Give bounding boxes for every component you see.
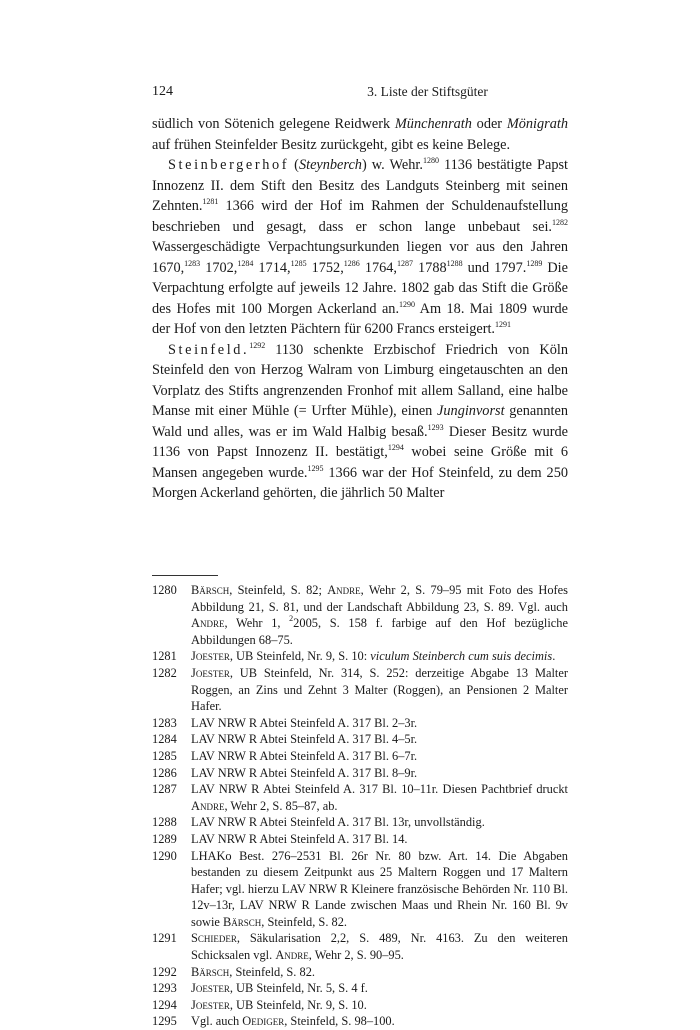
- text: Wassergeschädigte Verpachtungsurkunden liegen vor aus den Jahren 1670,: [152, 239, 568, 276]
- text: 1764,: [359, 259, 397, 276]
- footnote-text: LAV NRW R Abtei Steinfeld A. 317 Bl. 13r, unvollständig.: [191, 815, 485, 830]
- footnote-1294: [152, 997, 568, 1014]
- text: , UB Steinfeld, Nr. 9, S. 10.: [229, 997, 367, 1012]
- main-text: [152, 114, 568, 504]
- footnote-ref[interactable]: 1293: [427, 422, 444, 432]
- place-name: Münchenrath: [394, 116, 472, 132]
- footnote-number: 1294: [152, 997, 177, 1012]
- author-name: Andre: [191, 616, 225, 631]
- author-name: Joester: [191, 981, 230, 996]
- text: Am 18. Mai 1809 wurde der Hof von den letzten Pächtern für 6200 Francs ersteigert.: [152, 300, 568, 337]
- footnote-text: LAV NRW R Abtei Steinfeld A. 317 Bl. 2–3r.: [191, 715, 418, 730]
- place-name: Mönigrath: [506, 116, 568, 132]
- text: 1752,: [306, 259, 344, 276]
- footnote-number: 1285: [152, 748, 177, 763]
- footnote-ref[interactable]: 1294: [387, 443, 404, 452]
- text: , Wehr 2, S. 79–95 mit Foto des Hofes Abbildung 21, S. 81, und der Landschaft Abbildung 23, S. 89. Vgl. auch: [191, 583, 568, 614]
- edition-superscript: 2: [289, 614, 294, 624]
- footnote-text: [191, 781, 568, 814]
- footnote-1292: [152, 964, 568, 981]
- footnote-ref[interactable]: 1286: [343, 258, 360, 268]
- footnote-1295: [152, 1013, 568, 1030]
- footnote-text: LAV NRW R Abtei Steinfeld A. 317 Bl. 14.: [191, 831, 408, 846]
- text: 1130 schenkte Erzbischof Friedrich von Köln Steinfeld den von Herzog Walram von Limburg eingetauschten an den Vorplatz des Stifts angrenzenden Fronhof mit allem Salland, eine halbe Manse mit einer Mühle (= Urfter Mühle), einen: [152, 341, 568, 419]
- footnote-1282: [152, 665, 568, 715]
- text: , UB Steinfeld, Nr. 5, S. 4 f.: [229, 981, 368, 996]
- footnote-ref[interactable]: 1291: [495, 320, 512, 329]
- author-name: Bärsch: [223, 914, 262, 929]
- footnote-ref[interactable]: 1290: [399, 299, 416, 309]
- author-name: Andre: [275, 948, 309, 963]
- footnote-number: 1284: [152, 732, 177, 747]
- text: , Steinfeld, S. 98–100.: [284, 1014, 395, 1029]
- footnote-ref[interactable]: 1288: [446, 258, 463, 268]
- text: 1136 bestätigte Papst Innozenz II. dem Stift den Besitz des Landguts Steinberg mit seinen Zehnten.: [152, 157, 568, 214]
- text: (: [289, 157, 299, 173]
- footnote-1287: [152, 781, 568, 814]
- footnote-number: 1280: [152, 583, 177, 597]
- text: Dieser Besitz wurde 1136 von Papst Innozenz II. bestätigt,: [152, 423, 569, 460]
- footnote-1286: [152, 765, 568, 782]
- footnote-1284: [152, 731, 568, 748]
- footnote-number: 1293: [152, 981, 177, 996]
- footnote-1283: [152, 715, 568, 732]
- footnote-number: 1290: [152, 848, 177, 863]
- text: 2005, S. 158 f. farbige auf den Hof bezügliche Abbildungen 68–75.: [191, 616, 568, 647]
- footnote-text: [191, 848, 568, 931]
- footnote-number: 1292: [152, 964, 177, 979]
- author-name: Joester: [191, 665, 230, 680]
- footnote-text: LAV NRW R Abtei Steinfeld A. 317 Bl. 4–5r.: [191, 732, 418, 747]
- footnote-text: LAV NRW R Abtei Steinfeld A. 317 Bl. 8–9r.: [191, 765, 418, 780]
- entry-lemma: Steinfeld.: [168, 341, 250, 358]
- footnote-ref[interactable]: 1283: [184, 258, 201, 268]
- footnote-ref[interactable]: 1292: [249, 340, 266, 350]
- author-name: Joester: [191, 649, 230, 664]
- text: , Steinfeld, S. 82.: [261, 914, 347, 929]
- running-head: 3. Liste der Stiftsgüter: [367, 84, 488, 99]
- text: LAV NRW R Abtei Steinfeld A. 317 Bl. 10–11r. Diesen Pachtbrief druckt: [191, 782, 568, 797]
- footnote-1290: [152, 848, 568, 931]
- footnote-ref[interactable]: 1287: [396, 258, 413, 268]
- footnote-text: [191, 930, 568, 963]
- author-name: Schieder: [191, 931, 237, 946]
- footnote-number: 1291: [152, 931, 177, 946]
- footnote-1280: [152, 582, 568, 648]
- text: 1702,: [200, 259, 238, 276]
- footnote-1281: [152, 648, 568, 665]
- footnote-number: 1283: [152, 715, 177, 730]
- text: und 1797.: [462, 259, 527, 276]
- footnote-1285: [152, 748, 568, 765]
- footnote-separator: [152, 575, 218, 576]
- paragraph-steinbergerhof: [152, 155, 568, 340]
- text: , Säkularisation 2,2, S. 489, Nr. 4163. Zu den weiteren Schicksalen vgl.: [191, 931, 568, 963]
- text: 1714,: [253, 259, 291, 276]
- text: Vgl. auch: [191, 1014, 243, 1029]
- footnote-number: 1282: [152, 665, 177, 680]
- footnote-ref[interactable]: 1280: [422, 156, 439, 165]
- text: .: [552, 649, 556, 664]
- footnote-number: 1289: [152, 831, 177, 846]
- footnote-number: 1287: [152, 782, 177, 797]
- footnote-ref[interactable]: 1281: [202, 197, 219, 206]
- footnote-ref[interactable]: 1285: [290, 258, 307, 268]
- footnote-1289: [152, 831, 568, 848]
- footnote-text: [191, 1013, 568, 1030]
- text: , Wehr 1,: [224, 616, 290, 631]
- text: oder: [471, 116, 507, 132]
- footnote-ref[interactable]: 1289: [526, 258, 543, 268]
- footnote-text: [191, 964, 568, 981]
- page-number: 124: [152, 84, 173, 99]
- footnote-1288: [152, 814, 568, 831]
- footnote-1291: [152, 930, 568, 963]
- text: wobei seine Größe mit 6 Mansen angegeben wurde.: [152, 444, 568, 481]
- place-name: Steynberch: [298, 157, 362, 173]
- footnote-number: 1295: [152, 1014, 177, 1029]
- text: 1366 war der Hof Steinfeld, zu dem 250 Morgen Ackerland gehörten, die jährlich 50 Malter: [152, 464, 568, 501]
- text: , Wehr 2, S. 85–87, ab.: [224, 798, 338, 813]
- footnote-ref[interactable]: 1295: [307, 463, 324, 473]
- text: LHAKo Best. 276–2531 Bl. 26r Nr. 80 bzw. Art. 14. Die Abgaben bestanden zu diesem Zeitpunkt aus 25 Maltern Roggen und 17 Maltern Hafer; vgl. hierzu LAV NRW R Kleinere französische Behörden Nr. 110 Bl. 12v–13r, LAV NRW R Lande zwischen Maas und Rhein Nr. 160 Bl. 9v sowie: [191, 848, 568, 929]
- quotation: viculum Steinberch cum suis decimis: [370, 649, 553, 664]
- paragraph-muenchenrath: [152, 114, 568, 155]
- entry-lemma: Steinbergerhof: [168, 157, 290, 173]
- footnotes: [152, 582, 568, 1030]
- text: , UB Steinfeld, Nr. 314, S. 252: derzeitige Abgabe 13 Malter Roggen, an Zins und Zehnt 3 Malter (Roggen), an Pensionen 2 Malter Hafer.: [191, 665, 568, 714]
- footnote-text: [191, 665, 568, 715]
- author-name: Bärsch: [191, 583, 230, 597]
- footnote-1293: [152, 980, 568, 997]
- author-name: Andre: [191, 798, 225, 813]
- footnote-ref[interactable]: 1284: [237, 258, 254, 268]
- text: genannten Wald und alles, was er im Wald Halbig besaß.: [152, 403, 569, 440]
- author-name: Bärsch: [191, 964, 230, 979]
- author-name: Joester: [191, 997, 230, 1012]
- paragraph-steinfeld: [152, 340, 568, 504]
- text: , Steinfeld, S. 82;: [229, 583, 328, 597]
- text: ) w. Wehr.: [361, 157, 423, 173]
- footnote-text: [191, 980, 568, 997]
- author-name: Andre: [327, 583, 361, 597]
- place-name: Junginvorst: [437, 403, 505, 419]
- text: , UB Steinfeld, Nr. 9, S. 10:: [229, 649, 371, 664]
- footnote-text: [191, 997, 568, 1014]
- text: , Steinfeld, S. 82.: [229, 964, 315, 979]
- footnote-number: 1288: [152, 815, 177, 830]
- text: 1366 wird der Hof im Rahmen der Schuldenaufstellung beschrieben und gesagt, dass er schon lange unbebaut sei.: [152, 198, 568, 235]
- footnote-number: 1286: [152, 765, 177, 780]
- footnote-number: 1281: [152, 649, 177, 664]
- footnote-text: LAV NRW R Abtei Steinfeld A. 317 Bl. 6–7r.: [191, 748, 418, 763]
- footnote-text: [191, 648, 568, 665]
- author-name: Oediger: [242, 1014, 285, 1029]
- footnote-ref[interactable]: 1282: [552, 217, 568, 227]
- text: Die Verpachtung erfolgte auf jeweils 12 Jahre. 1802 gab das Stift die Größe des Hofes mit 100 Morgen Ackerland an.: [152, 259, 568, 317]
- text: , Wehr 2, S. 90–95.: [308, 948, 404, 963]
- text: südlich von Sötenich gelegene Reidwerk: [152, 116, 395, 132]
- text: auf frühen Steinfelder Besitz zurückgeht, gibt es keine Belege.: [152, 136, 511, 153]
- footnote-text: [191, 582, 568, 648]
- text: 1788: [412, 259, 447, 276]
